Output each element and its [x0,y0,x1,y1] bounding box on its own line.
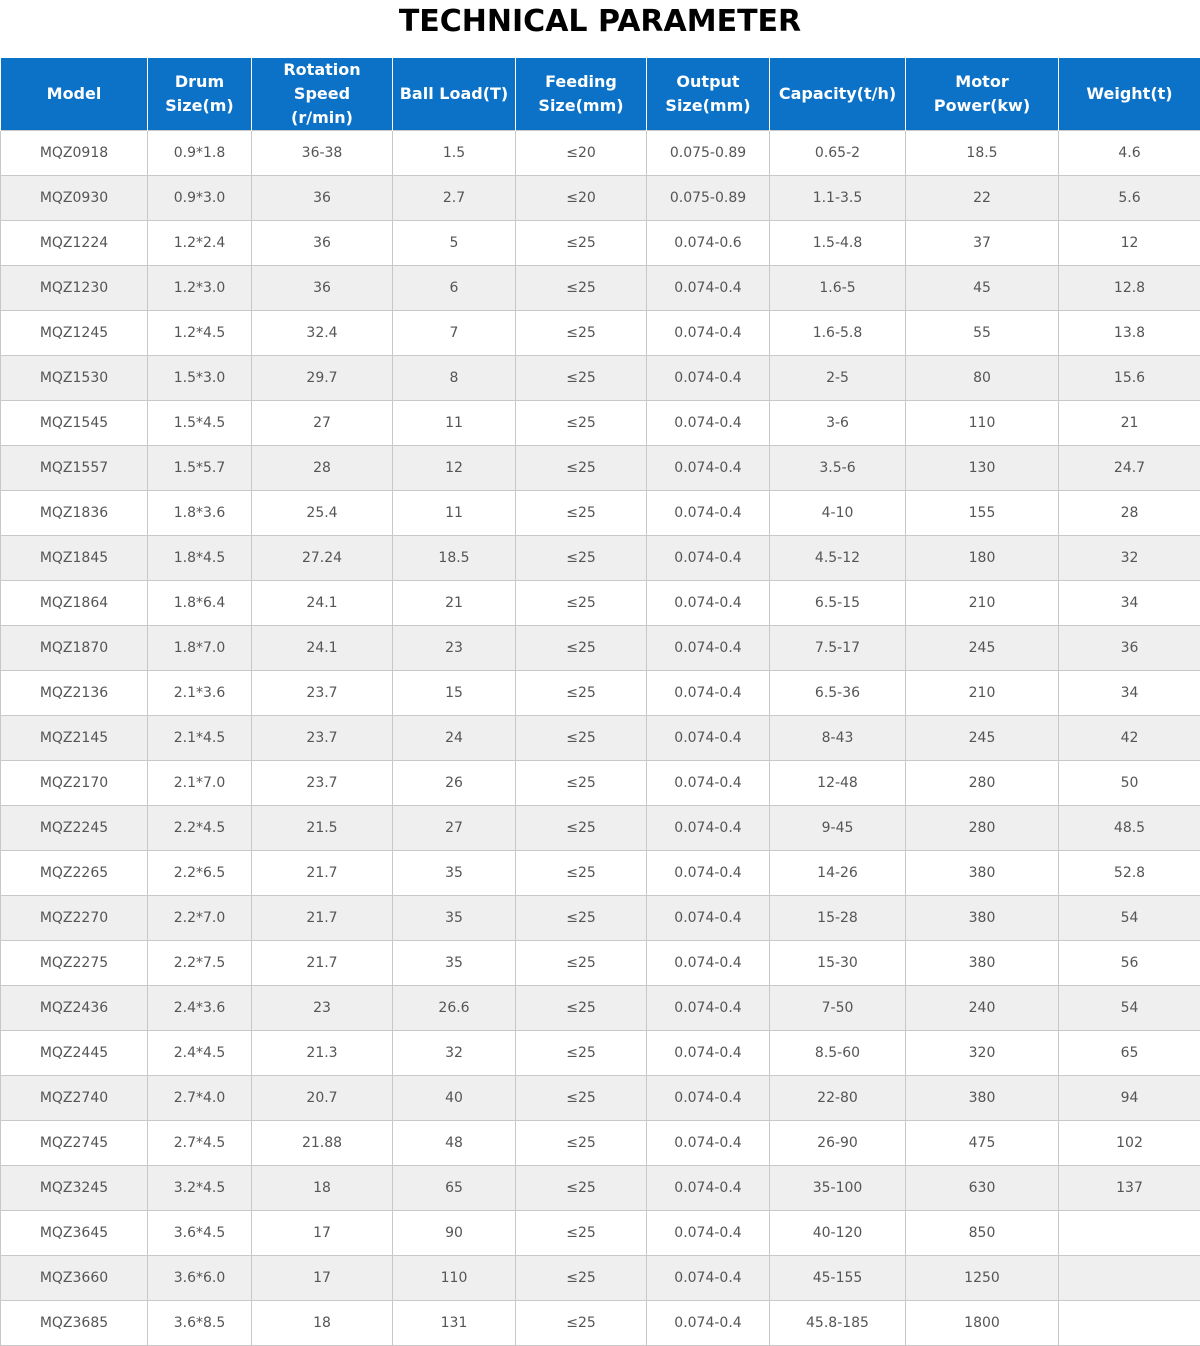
table-cell-weight: 15.6 [1059,356,1200,401]
table-cell-feeding-size: ≤25 [516,1076,647,1121]
table-row [1,221,1200,266]
table-cell-rotation-speed: 25.4 [252,491,393,536]
table-cell-motor-power: 210 [906,581,1059,626]
table-row [1,131,1200,176]
table-cell-ball-load: 26.6 [393,986,516,1031]
table-cell-ball-load: 24 [393,716,516,761]
table-cell-weight: 32 [1059,536,1200,581]
column-header-rotation-speed [252,58,393,131]
table-cell-model: MQZ1870 [1,626,148,671]
column-header-line: Motor Power(kw) [934,72,1030,115]
table-cell-ball-load: 11 [393,401,516,446]
table-cell-drum-size: 3.6*8.5 [148,1301,252,1346]
table-cell-output-size: 0.074-0.4 [647,716,770,761]
table-cell-motor-power: 475 [906,1121,1059,1166]
table-cell-feeding-size: ≤25 [516,356,647,401]
table-cell-weight: 54 [1059,986,1200,1031]
table-cell-output-size: 0.074-0.4 [647,626,770,671]
column-header-line: (r/min) [291,108,353,127]
table-cell-output-size: 0.074-0.4 [647,311,770,356]
table-cell-weight: 36 [1059,626,1200,671]
table-cell-rotation-speed: 23 [252,986,393,1031]
table-cell-drum-size: 1.2*3.0 [148,266,252,311]
table-cell-motor-power: 130 [906,446,1059,491]
table-cell-model: MQZ0918 [1,131,148,176]
table-cell-ball-load: 8 [393,356,516,401]
table-cell-drum-size: 2.1*3.6 [148,671,252,716]
table-cell-feeding-size: ≤25 [516,446,647,491]
table-cell-motor-power: 380 [906,1076,1059,1121]
table-cell-weight: 54 [1059,896,1200,941]
table-cell-model: MQZ2265 [1,851,148,896]
table-cell-motor-power: 180 [906,536,1059,581]
table-cell-capacity: 7.5-17 [770,626,906,671]
table-cell-capacity: 3-6 [770,401,906,446]
table-cell-model: MQZ1557 [1,446,148,491]
table-cell-drum-size: 2.2*7.0 [148,896,252,941]
table-cell-feeding-size: ≤25 [516,761,647,806]
table-cell-feeding-size: ≤20 [516,131,647,176]
table-cell-output-size: 0.074-0.4 [647,806,770,851]
table-cell-output-size: 0.074-0.4 [647,491,770,536]
table-cell-output-size: 0.074-0.4 [647,1256,770,1301]
table-cell-rotation-speed: 21.7 [252,851,393,896]
table-cell-feeding-size: ≤25 [516,581,647,626]
table-cell-drum-size: 2.1*7.0 [148,761,252,806]
column-header-capacity [770,58,906,131]
table-cell-output-size: 0.074-0.4 [647,1121,770,1166]
table-cell-feeding-size: ≤25 [516,266,647,311]
column-header-line: Weight(t) [1086,84,1172,103]
table-cell-weight: 42 [1059,716,1200,761]
table-cell-feeding-size: ≤25 [516,716,647,761]
table-cell-motor-power: 210 [906,671,1059,716]
table-cell-model: MQZ1530 [1,356,148,401]
table-cell-ball-load: 18.5 [393,536,516,581]
table-cell-motor-power: 55 [906,311,1059,356]
table-cell-capacity: 8-43 [770,716,906,761]
table-cell-drum-size: 2.4*4.5 [148,1031,252,1076]
table-cell-capacity: 14-26 [770,851,906,896]
table-cell-model: MQZ3685 [1,1301,148,1346]
table-cell-drum-size: 1.5*3.0 [148,356,252,401]
table-cell-motor-power: 37 [906,221,1059,266]
table-cell-output-size: 0.074-0.4 [647,1076,770,1121]
table-header-row [1,58,1200,131]
table-row [1,1256,1200,1301]
table-cell-model: MQZ2136 [1,671,148,716]
table-cell-drum-size: 2.4*3.6 [148,986,252,1031]
table-cell-drum-size: 2.2*6.5 [148,851,252,896]
table-cell-feeding-size: ≤25 [516,401,647,446]
table-cell-model: MQZ2745 [1,1121,148,1166]
table-cell-model: MQZ0930 [1,176,148,221]
column-header-weight [1059,58,1200,131]
table-cell-output-size: 0.074-0.4 [647,1166,770,1211]
table-cell-ball-load: 35 [393,941,516,986]
table-cell-rotation-speed: 21.88 [252,1121,393,1166]
table-cell-feeding-size: ≤25 [516,986,647,1031]
table-cell-model: MQZ3245 [1,1166,148,1211]
table-cell-feeding-size: ≤25 [516,1301,647,1346]
table-cell-rotation-speed: 23.7 [252,761,393,806]
table-cell-rotation-speed: 17 [252,1211,393,1256]
table-row [1,491,1200,536]
table-cell-rotation-speed: 24.1 [252,581,393,626]
table-cell-weight: 12 [1059,221,1200,266]
column-header-line: Size(mm) [665,96,750,115]
table-row [1,176,1200,221]
table-cell-rotation-speed: 32.4 [252,311,393,356]
table-cell-feeding-size: ≤25 [516,1031,647,1076]
table-cell-rotation-speed: 17 [252,1256,393,1301]
table-cell-motor-power: 1800 [906,1301,1059,1346]
table-cell-rotation-speed: 23.7 [252,716,393,761]
table-cell-feeding-size: ≤20 [516,176,647,221]
table-cell-output-size: 0.074-0.4 [647,986,770,1031]
table-cell-output-size: 0.074-0.4 [647,536,770,581]
table-cell-model: MQZ1545 [1,401,148,446]
table-cell-output-size: 0.074-0.4 [647,266,770,311]
table-cell-motor-power: 45 [906,266,1059,311]
table-cell-ball-load: 7 [393,311,516,356]
table-cell-capacity: 3.5-6 [770,446,906,491]
table-cell-drum-size: 2.7*4.5 [148,1121,252,1166]
table-cell-rotation-speed: 21.5 [252,806,393,851]
table-cell-drum-size: 1.2*2.4 [148,221,252,266]
table-cell-model: MQZ1845 [1,536,148,581]
table-row [1,806,1200,851]
table-cell-feeding-size: ≤25 [516,896,647,941]
table-cell-capacity: 1.1-3.5 [770,176,906,221]
table-cell-motor-power: 22 [906,176,1059,221]
column-header-line: Output [676,72,739,91]
table-cell-output-size: 0.074-0.4 [647,1211,770,1256]
table-cell-output-size: 0.074-0.4 [647,1301,770,1346]
table-cell-motor-power: 245 [906,716,1059,761]
table-cell-model: MQZ2436 [1,986,148,1031]
table-cell-output-size: 0.074-0.4 [647,761,770,806]
column-header-line: Capacity(t/h) [779,84,896,103]
table-cell-weight [1059,1211,1200,1256]
table-cell-motor-power: 850 [906,1211,1059,1256]
table-cell-output-size: 0.074-0.4 [647,581,770,626]
table-row [1,581,1200,626]
table-cell-rotation-speed: 29.7 [252,356,393,401]
table-cell-capacity: 4-10 [770,491,906,536]
table-cell-rotation-speed: 27.24 [252,536,393,581]
table-cell-weight: 56 [1059,941,1200,986]
column-header-ball-load [393,58,516,131]
table-row [1,1121,1200,1166]
table-cell-rotation-speed: 21.3 [252,1031,393,1076]
table-cell-rotation-speed: 28 [252,446,393,491]
column-header-line: Drum [175,72,224,91]
table-row [1,671,1200,716]
table-cell-feeding-size: ≤25 [516,1121,647,1166]
table-cell-rotation-speed: 23.7 [252,671,393,716]
table-cell-weight: 52.8 [1059,851,1200,896]
column-header-drum-size [148,58,252,131]
table-cell-weight: 12.8 [1059,266,1200,311]
table-cell-rotation-speed: 20.7 [252,1076,393,1121]
table-cell-model: MQZ1836 [1,491,148,536]
table-row [1,401,1200,446]
table-row [1,626,1200,671]
table-cell-ball-load: 15 [393,671,516,716]
table-cell-drum-size: 0.9*1.8 [148,131,252,176]
table-row [1,1076,1200,1121]
table-cell-weight: 94 [1059,1076,1200,1121]
table-cell-ball-load: 40 [393,1076,516,1121]
column-header-feeding-size [516,58,647,131]
table-cell-ball-load: 23 [393,626,516,671]
table-cell-drum-size: 1.2*4.5 [148,311,252,356]
table-cell-feeding-size: ≤25 [516,491,647,536]
table-cell-capacity: 26-90 [770,1121,906,1166]
table-cell-output-size: 0.074-0.4 [647,851,770,896]
table-cell-feeding-size: ≤25 [516,1256,647,1301]
table-row [1,536,1200,581]
table-row [1,851,1200,896]
table-cell-rotation-speed: 21.7 [252,941,393,986]
table-cell-motor-power: 1250 [906,1256,1059,1301]
table-cell-model: MQZ2245 [1,806,148,851]
table-cell-ball-load: 5 [393,221,516,266]
table-cell-capacity: 22-80 [770,1076,906,1121]
column-header-line: Rotation Speed [283,60,360,103]
table-cell-capacity: 6.5-36 [770,671,906,716]
table-cell-model: MQZ2145 [1,716,148,761]
column-header-model [1,58,148,131]
table-cell-model: MQZ2170 [1,761,148,806]
table-cell-capacity: 45.8-185 [770,1301,906,1346]
table-cell-capacity: 6.5-15 [770,581,906,626]
table-cell-capacity: 40-120 [770,1211,906,1256]
table-cell-ball-load: 6 [393,266,516,311]
table-cell-ball-load: 2.7 [393,176,516,221]
table-row [1,1031,1200,1076]
table-cell-ball-load: 131 [393,1301,516,1346]
table-cell-model: MQZ1224 [1,221,148,266]
table-row [1,1166,1200,1211]
table-cell-weight: 48.5 [1059,806,1200,851]
table-cell-model: MQZ2740 [1,1076,148,1121]
table-cell-feeding-size: ≤25 [516,536,647,581]
table-cell-drum-size: 1.5*4.5 [148,401,252,446]
table-row [1,1301,1200,1346]
table-cell-model: MQZ2275 [1,941,148,986]
table-cell-capacity: 2-5 [770,356,906,401]
table-cell-motor-power: 380 [906,851,1059,896]
table-cell-rotation-speed: 18 [252,1301,393,1346]
column-header-line: Feeding [545,72,617,91]
table-cell-output-size: 0.074-0.4 [647,671,770,716]
table-cell-motor-power: 240 [906,986,1059,1031]
table-cell-motor-power: 320 [906,1031,1059,1076]
table-cell-rotation-speed: 21.7 [252,896,393,941]
table-cell-capacity: 1.6-5 [770,266,906,311]
table-cell-motor-power: 380 [906,896,1059,941]
table-body [1,131,1200,1346]
table-cell-weight: 4.6 [1059,131,1200,176]
table-cell-feeding-size: ≤25 [516,221,647,266]
table-cell-weight: 5.6 [1059,176,1200,221]
table-cell-weight: 102 [1059,1121,1200,1166]
table-row [1,356,1200,401]
table-cell-weight: 65 [1059,1031,1200,1076]
table-cell-motor-power: 245 [906,626,1059,671]
table-cell-ball-load: 48 [393,1121,516,1166]
table-cell-feeding-size: ≤25 [516,941,647,986]
page-title: TECHNICAL PARAMETER [0,0,1200,58]
table-row [1,1211,1200,1256]
table-cell-motor-power: 80 [906,356,1059,401]
table-cell-drum-size: 1.8*3.6 [148,491,252,536]
table-cell-model: MQZ1245 [1,311,148,356]
table-cell-model: MQZ2445 [1,1031,148,1076]
column-header-line: Ball Load(T) [400,84,509,103]
table-row [1,446,1200,491]
table-cell-capacity: 1.6-5.8 [770,311,906,356]
column-header-motor-power [906,58,1059,131]
table-cell-ball-load: 90 [393,1211,516,1256]
table-cell-rotation-speed: 18 [252,1166,393,1211]
table-cell-ball-load: 35 [393,896,516,941]
table-cell-feeding-size: ≤25 [516,311,647,356]
table-cell-output-size: 0.075-0.89 [647,176,770,221]
table-row [1,896,1200,941]
table-cell-drum-size: 3.6*4.5 [148,1211,252,1256]
table-cell-motor-power: 280 [906,761,1059,806]
column-header-line: Size(m) [165,96,233,115]
table-cell-drum-size: 2.7*4.0 [148,1076,252,1121]
table-cell-output-size: 0.074-0.4 [647,1031,770,1076]
table-row [1,716,1200,761]
table-cell-output-size: 0.074-0.6 [647,221,770,266]
table-cell-drum-size: 1.8*7.0 [148,626,252,671]
table-cell-motor-power: 630 [906,1166,1059,1211]
table-cell-feeding-size: ≤25 [516,1166,647,1211]
table-cell-model: MQZ1864 [1,581,148,626]
table-cell-drum-size: 0.9*3.0 [148,176,252,221]
table-cell-output-size: 0.074-0.4 [647,941,770,986]
table-cell-weight: 28 [1059,491,1200,536]
table-cell-capacity: 0.65-2 [770,131,906,176]
table-cell-ball-load: 27 [393,806,516,851]
table-cell-rotation-speed: 36 [252,176,393,221]
table-cell-drum-size: 3.2*4.5 [148,1166,252,1211]
table-cell-ball-load: 12 [393,446,516,491]
table-cell-ball-load: 26 [393,761,516,806]
table-cell-capacity: 35-100 [770,1166,906,1211]
table-cell-drum-size: 2.1*4.5 [148,716,252,761]
table-cell-drum-size: 2.2*4.5 [148,806,252,851]
table-cell-rotation-speed: 36 [252,221,393,266]
table-cell-weight: 13.8 [1059,311,1200,356]
table-cell-weight: 34 [1059,671,1200,716]
table-cell-capacity: 45-155 [770,1256,906,1301]
table-cell-output-size: 0.074-0.4 [647,401,770,446]
table-cell-output-size: 0.074-0.4 [647,446,770,491]
table-cell-motor-power: 155 [906,491,1059,536]
table-cell-drum-size: 1.8*4.5 [148,536,252,581]
table-cell-capacity: 1.5-4.8 [770,221,906,266]
table-cell-output-size: 0.075-0.89 [647,131,770,176]
table-cell-feeding-size: ≤25 [516,626,647,671]
table-cell-output-size: 0.074-0.4 [647,896,770,941]
table-cell-weight: 34 [1059,581,1200,626]
table-cell-capacity: 8.5-60 [770,1031,906,1076]
table-row [1,311,1200,356]
table-cell-weight [1059,1301,1200,1346]
column-header-output-size [647,58,770,131]
table-cell-feeding-size: ≤25 [516,671,647,716]
table-cell-model: MQZ3660 [1,1256,148,1301]
table-cell-rotation-speed: 27 [252,401,393,446]
table-cell-rotation-speed: 36-38 [252,131,393,176]
table-cell-feeding-size: ≤25 [516,851,647,896]
table-cell-output-size: 0.074-0.4 [647,356,770,401]
table-cell-ball-load: 11 [393,491,516,536]
table-cell-model: MQZ1230 [1,266,148,311]
table-cell-capacity: 15-28 [770,896,906,941]
table-cell-motor-power: 280 [906,806,1059,851]
table-cell-model: MQZ2270 [1,896,148,941]
table-cell-drum-size: 1.5*5.7 [148,446,252,491]
table-cell-ball-load: 65 [393,1166,516,1211]
table-cell-drum-size: 1.8*6.4 [148,581,252,626]
table-row [1,266,1200,311]
table-row [1,761,1200,806]
table-cell-ball-load: 110 [393,1256,516,1301]
table-cell-weight: 50 [1059,761,1200,806]
table-cell-weight: 21 [1059,401,1200,446]
table-cell-weight [1059,1256,1200,1301]
column-header-line: Size(mm) [538,96,623,115]
table-cell-rotation-speed: 36 [252,266,393,311]
table-cell-capacity: 15-30 [770,941,906,986]
table-row [1,941,1200,986]
table-row [1,986,1200,1031]
table-cell-drum-size: 2.2*7.5 [148,941,252,986]
table-cell-capacity: 4.5-12 [770,536,906,581]
table-cell-model: MQZ3645 [1,1211,148,1256]
table-cell-feeding-size: ≤25 [516,1211,647,1256]
technical-parameter-table [0,58,1200,1346]
table-cell-ball-load: 1.5 [393,131,516,176]
table-cell-capacity: 12-48 [770,761,906,806]
table-cell-motor-power: 380 [906,941,1059,986]
table-cell-ball-load: 21 [393,581,516,626]
table-cell-capacity: 7-50 [770,986,906,1031]
table-cell-weight: 137 [1059,1166,1200,1211]
table-cell-motor-power: 110 [906,401,1059,446]
column-header-line: Model [47,84,102,103]
table-cell-drum-size: 3.6*6.0 [148,1256,252,1301]
table-cell-feeding-size: ≤25 [516,806,647,851]
table-cell-ball-load: 35 [393,851,516,896]
table-cell-rotation-speed: 24.1 [252,626,393,671]
table-cell-ball-load: 32 [393,1031,516,1076]
table-cell-motor-power: 18.5 [906,131,1059,176]
table-cell-weight: 24.7 [1059,446,1200,491]
table-cell-capacity: 9-45 [770,806,906,851]
